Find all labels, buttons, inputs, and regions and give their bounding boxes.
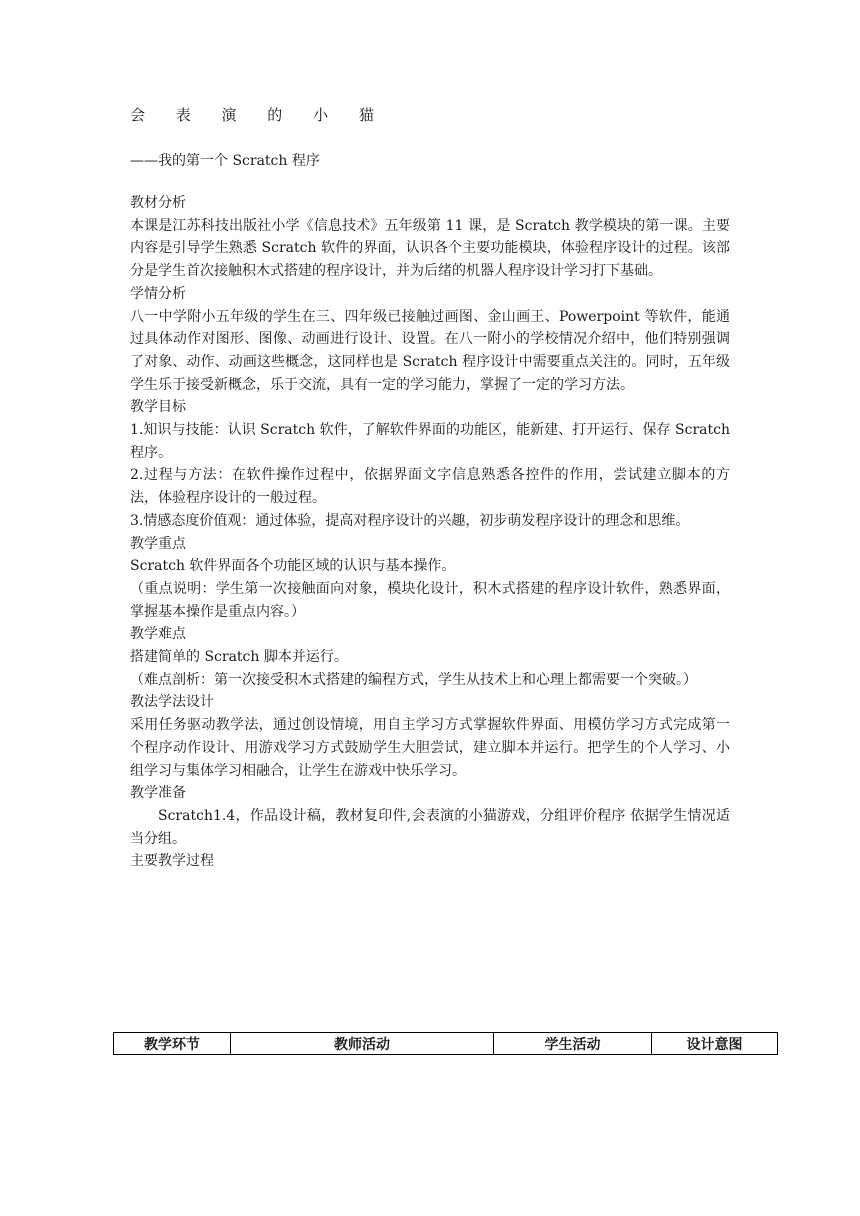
section-paragraph: Scratch1.4，作品设计稿，教材复印件,会表演的小猫游戏，分组评价程序 依据学生情况适当分组。: [130, 807, 730, 847]
page-subtitle: ——我的第一个 Scratch 程序: [130, 153, 320, 169]
section-heading: 主要教学过程: [130, 853, 214, 870]
section-heading: 教法学法设计: [130, 694, 214, 711]
section-paragraph: 八一中学附小五年级的学生在三、四年级已接触过画图、金山画王、Powerpoint 等软件，能通过具体动作对图形、图像、动画进行设计、设置。在八一附小的学校情况介绍中，他们特别强调了对象、动作、动画这些概念，这同样也是 Scratch 程序设计中需要重点关注的。同时，五年级学生乐于接受新概念，乐于交流，具有一定的学习能力，掌握了一定的学习方法。: [130, 308, 730, 393]
section-learners: [130, 283, 730, 397]
table-header-cell: 教师活动: [231, 1033, 494, 1055]
section-paragraph: Scratch 软件界面各个功能区域的认识与基本操作。: [130, 558, 456, 575]
document-body: [130, 192, 730, 873]
section-process: [130, 850, 730, 873]
section-difficulties: [130, 623, 730, 691]
section-paragraph: 采用任务驱动教学法，通过创设情境，用自主学习方式掌握软件界面、用模仿学习方式完成第一个程序动作设计、用游戏学习方式鼓励学生大胆尝试，建立脚本并运行。把学生的个人学习、小组学习与集体学习相融合，让学生在游戏中快乐学习。: [130, 717, 730, 779]
section-paragraph: （难点剖析：第一次接受积木式搭建的编程方式，学生从技术上和心理上都需要一个突破。）: [130, 671, 697, 688]
section-goals: [130, 396, 730, 532]
section-heading: 教材分析: [130, 195, 186, 211]
section-key-points: [130, 533, 730, 624]
section-heading: 教学目标: [130, 399, 186, 416]
section-paragraph: 3.情感态度价值观：通过体验，提高对程序设计的兴趣，初步萌发程序设计的理念和思维。: [130, 512, 690, 529]
section-methods: [130, 691, 730, 782]
teaching-process-table: [113, 1032, 778, 1055]
section-paragraph: 1.知识与技能：认识 Scratch 软件，了解软件界面的功能区，能新建、打开运行、保存 Scratch 程序。: [130, 422, 730, 461]
section-heading: 教学重点: [130, 535, 186, 552]
section-preparation: [130, 782, 730, 850]
section-paragraph: （重点说明：学生第一次接触面向对象，模块化设计，积木式搭建的程序设计软件，熟悉界面，掌握基本操作是重点内容。）: [130, 580, 730, 620]
table-header-cell: 设计意图: [652, 1033, 778, 1055]
section-heading: 教学难点: [130, 626, 186, 643]
table-header-cell: 教学环节: [114, 1033, 231, 1055]
section-paragraph: 本课是江苏科技出版社小学《信息技术》五年级第 11 课，是 Scratch 教学模块的第一课。主要内容是引导学生熟悉 Scratch 软件的界面，认识各个主要功能模块，体验程序设计的过程。该部分是学生首次接触积木式搭建的程序设计，并为后绪的机器人程序设计学习打下基础。: [130, 217, 730, 280]
page-title: 会 表 演 的 小 猫: [130, 106, 387, 124]
table-header-cell: 学生活动: [494, 1033, 652, 1055]
section-material: [130, 192, 730, 283]
section-paragraph: 搭建简单的 Scratch 脚本并运行。: [130, 649, 348, 666]
table-header-row: [114, 1033, 778, 1055]
section-paragraph: 2.过程与方法：在软件操作过程中，依据界面文字信息熟悉各控件的作用，尝试建立脚本的方法，体验程序设计的一般过程。: [130, 467, 730, 507]
section-heading: 教学准备: [130, 785, 186, 802]
section-heading: 学情分析: [130, 285, 186, 302]
